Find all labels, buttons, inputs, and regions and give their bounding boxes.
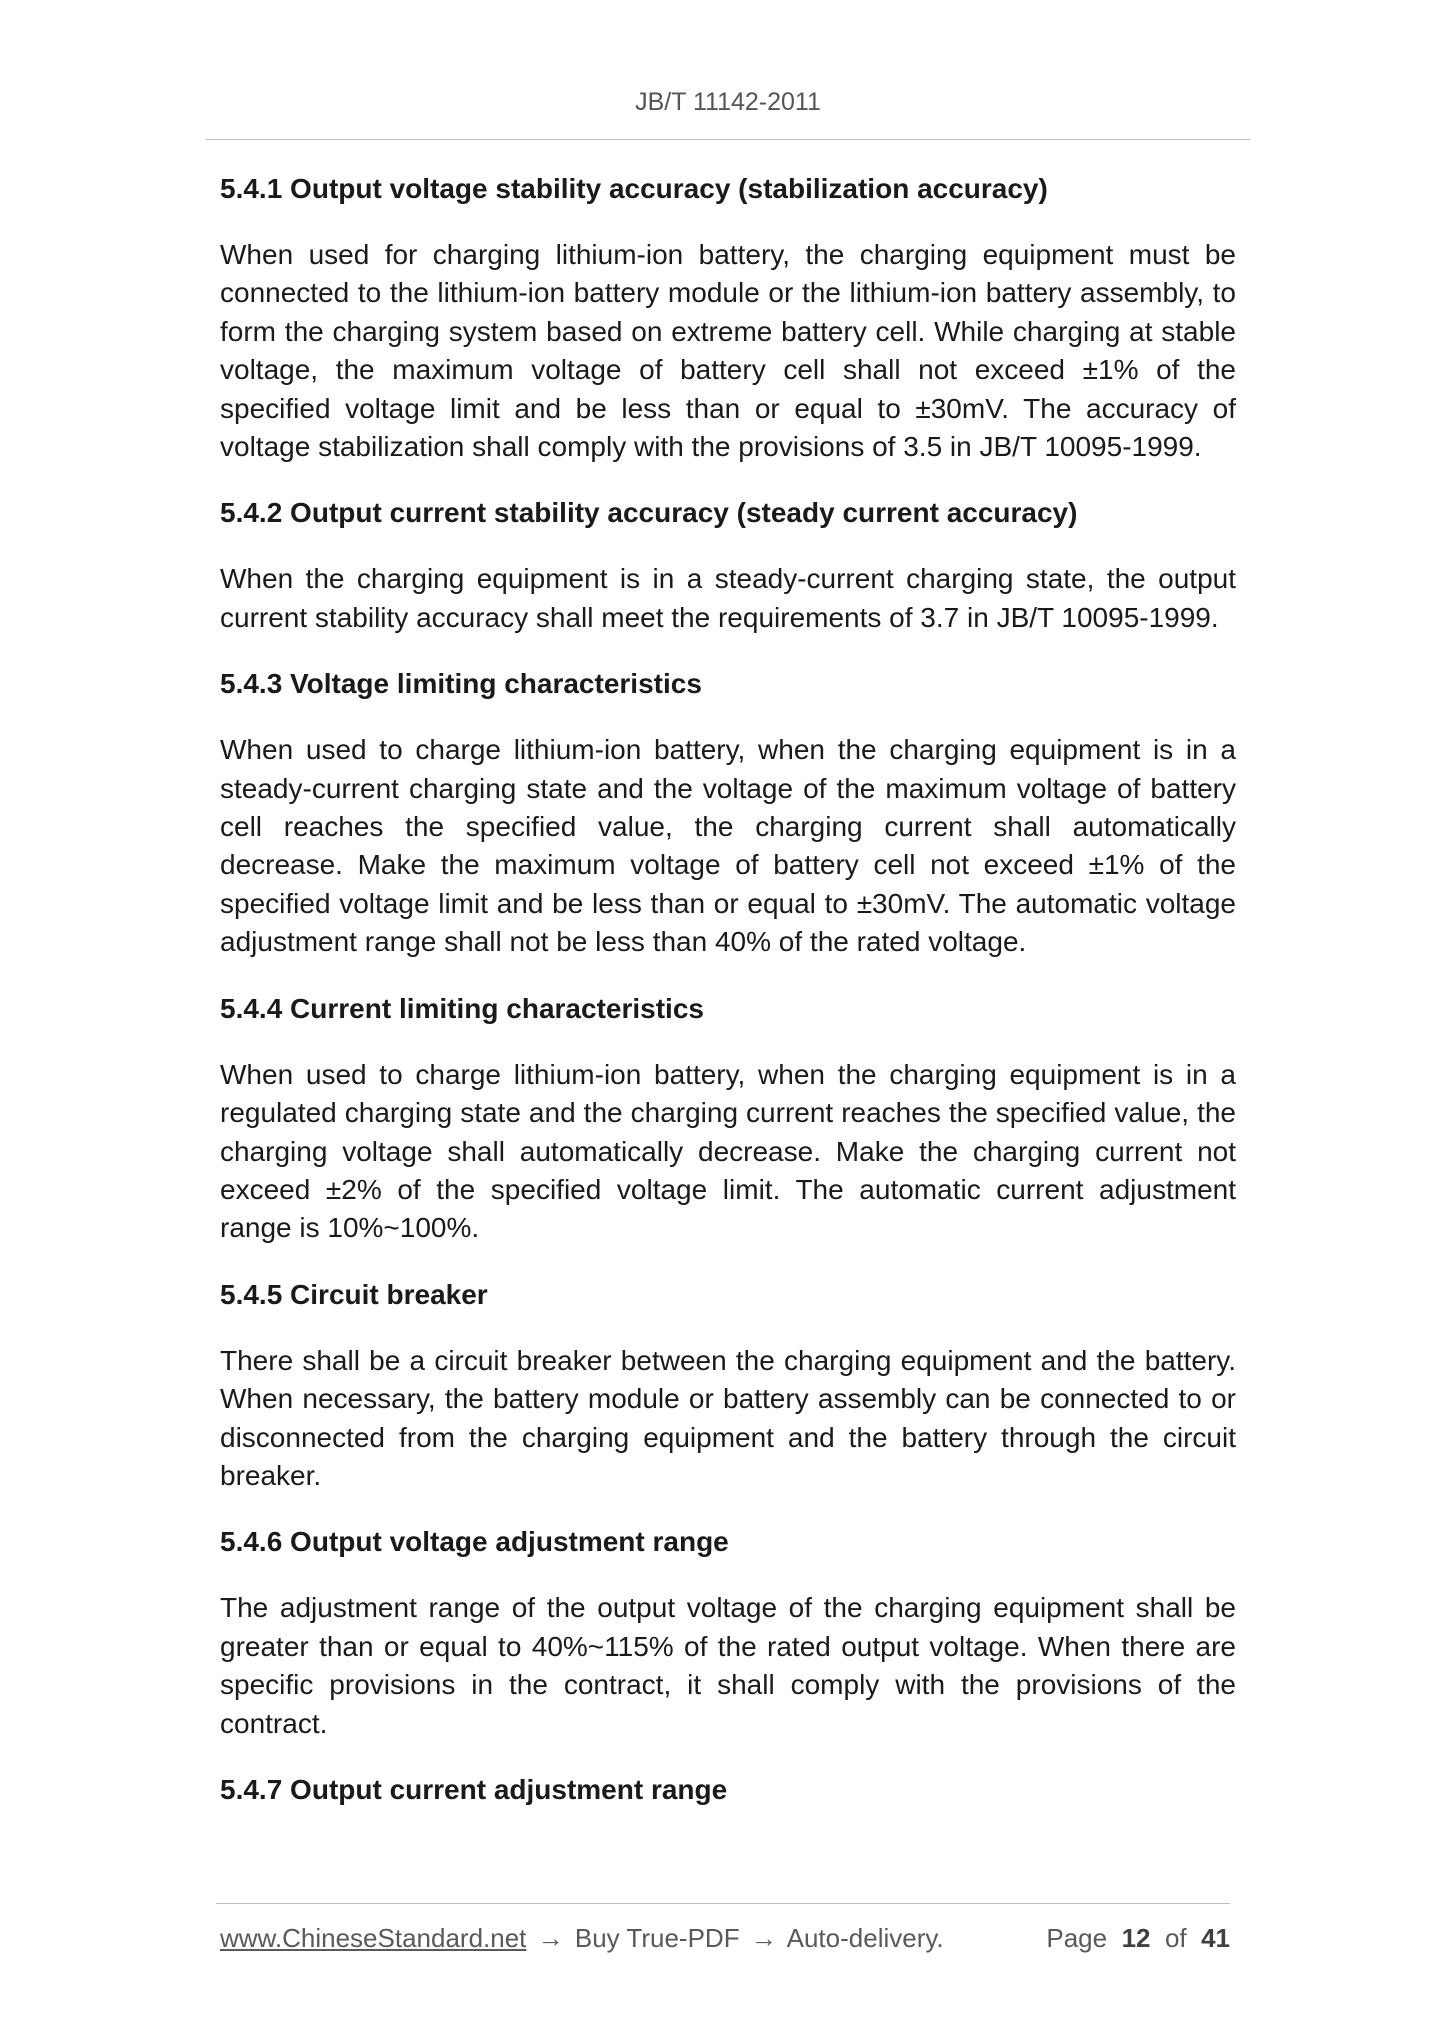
section-heading: 5.4.7 Output current adjustment range <box>220 1773 728 1805</box>
section-5-4-1 <box>220 170 1236 466</box>
auto-delivery-text: Auto-delivery. <box>786 1923 944 1953</box>
section-paragraph: There shall be a circuit breaker between the charging equipment and the battery. When necessary, the battery module or battery assembly can be connected to or disconnected from the charging equipment and the battery through the circuit breaker. <box>220 1344 1236 1491</box>
section-5-4-3 <box>220 665 1236 961</box>
page-current: 12 <box>1121 1923 1151 1953</box>
page-of-label: of <box>1164 1923 1187 1953</box>
section-5-4-2 <box>220 494 1236 637</box>
section-heading: 5.4.4 Current limiting characteristics <box>220 992 704 1024</box>
section-paragraph: When used for charging lithium-ion battery, the charging equipment must be connected to the lithium-ion battery module or the lithium-ion battery assembly, to form the charging system based on extreme battery cell. While charging at stable voltage, the maximum voltage of battery cell shall not exceed ±1% of the specified voltage limit and be less than or equal to ±30mV. The accuracy of voltage stabilization shall comply with the provisions of 3.5 in JB/T 10095-1999. <box>220 239 1236 463</box>
section-heading: 5.4.1 Output voltage stability accuracy (stabilization accuracy) <box>220 173 1048 204</box>
page-total: 41 <box>1201 1923 1230 1953</box>
website-link[interactable]: www.ChineseStandard.net <box>220 1923 527 1953</box>
section-5-4-7 <box>220 1771 1236 1809</box>
section-paragraph: When the charging equipment is in a steady-current charging state, the output current stability accuracy shall meet the requirements of 3.7 in JB/T 10095-1999. <box>220 563 1236 633</box>
section-heading: 5.4.5 Circuit breaker <box>220 1278 488 1310</box>
arrow-right-icon: → <box>537 1923 564 1953</box>
footer-promo <box>220 1923 944 1954</box>
page-label: Page <box>1046 1923 1108 1953</box>
section-5-4-4 <box>220 990 1236 1248</box>
document-body <box>220 170 1236 1837</box>
section-heading: 5.4.3 Voltage limiting characteristics <box>220 668 702 700</box>
page-footer <box>220 1923 1230 1959</box>
page-number <box>1046 1923 1230 1954</box>
header-divider <box>206 139 1250 140</box>
footer-divider <box>216 1903 1230 1904</box>
section-paragraph: When used to charge lithium-ion battery, when the charging equipment is in a regulated charging state and the charging current reaches the specified value, the charging voltage shall automatically decrease. Make the charging current not exceed ±2% of the specified voltage limit. The automatic current adjustment range is 10%~100%. <box>220 1058 1236 1244</box>
buy-true-pdf-text: Buy True-PDF <box>574 1923 740 1953</box>
arrow-right-icon: → <box>750 1923 777 1953</box>
section-paragraph: The adjustment range of the output voltage of the charging equipment shall be greater than or equal to 40%~115% of the rated output voltage. When there are specific provisions in the contract, it shall comply with the provisions of the contract. <box>220 1592 1236 1739</box>
page-header: JB/T 11142-2011 <box>635 88 821 116</box>
section-heading: 5.4.2 Output current stability accuracy (steady current accuracy) <box>220 497 1078 529</box>
section-5-4-5 <box>220 1276 1236 1496</box>
section-paragraph: When used to charge lithium-ion battery, when the charging equipment is in a steady-current charging state and the voltage of the maximum voltage of battery cell reaches the specified value, the charging current shall automatically decrease. Make the maximum voltage of battery cell not exceed ±1% of the specified voltage limit and be less than or equal to ±30mV. The automatic voltage adjustment range shall not be less than 40% of the rated voltage. <box>220 734 1236 958</box>
section-5-4-6 <box>220 1523 1236 1743</box>
section-heading: 5.4.6 Output voltage adjustment range <box>220 1526 729 1558</box>
